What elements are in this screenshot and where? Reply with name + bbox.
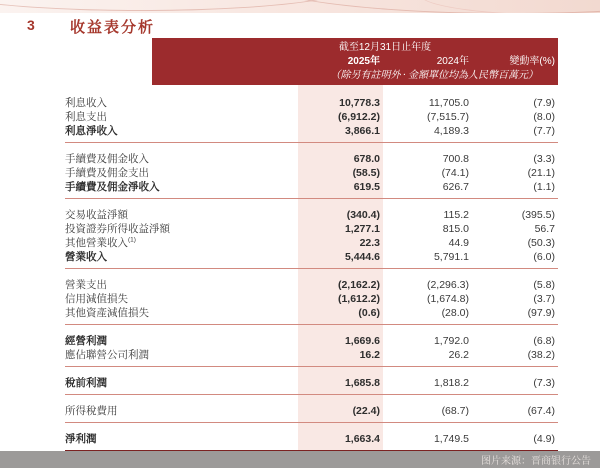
header-unit-note: （除另有註明外 · 金額單位均為人民幣百萬元） [330, 70, 538, 81]
row-label: 應佔聯營公司利潤 [65, 349, 149, 361]
income-statement-table [65, 38, 558, 452]
table-row [65, 432, 558, 446]
row-label: 所得稅費用 [65, 405, 118, 417]
value-2024: 44.9 [448, 237, 469, 249]
value-2024: 11,705.0 [428, 97, 469, 109]
row-label: 稅前利潤 [65, 377, 107, 389]
header-col-change-rate: 變動率(%) [509, 56, 555, 67]
table-row [65, 166, 558, 180]
table-row [65, 376, 558, 390]
value-2024: 626.7 [442, 181, 469, 193]
row-label: 投資證券所得收益淨額 [65, 223, 170, 235]
table-row [65, 180, 558, 194]
value-change: (7.7) [533, 125, 555, 137]
value-2025: (1,612.2) [337, 293, 380, 305]
row-label: 手續費及佣金收入 [65, 153, 149, 165]
value-2024: 1,792.0 [433, 335, 469, 347]
value-2025: (22.4) [352, 405, 380, 417]
value-2024: 700.8 [442, 153, 469, 165]
value-2025: 16.2 [359, 349, 380, 361]
row-label: 營業收入 [65, 251, 107, 263]
header-period-label: 截至12月31日止年度 [338, 42, 432, 53]
value-2024: (7,515.7) [426, 111, 469, 123]
group-divider-rule [65, 366, 558, 367]
value-2024: (1,674.8) [426, 293, 469, 305]
value-2024: (28.0) [441, 307, 469, 319]
value-2024: 5,791.1 [433, 251, 469, 263]
header-col-2025: 2025年 [347, 56, 380, 67]
table-row [65, 292, 558, 306]
table-header [152, 38, 558, 85]
group-divider-rule [65, 422, 558, 423]
row-label: 手續費及佣金淨收入 [65, 181, 160, 193]
row-label: 利息淨收入 [65, 125, 118, 137]
group-divider-rule [65, 142, 558, 143]
row-label: 營業支出 [65, 279, 107, 291]
row-label: 利息收入 [65, 97, 107, 109]
decorative-curve [0, 0, 352, 11]
row-label: 其他營業收入$^{(1)}$ [65, 236, 136, 249]
table-row [65, 306, 558, 320]
value-2025: 678.0 [353, 153, 380, 165]
value-2024: 815.0 [442, 223, 469, 235]
table-row [65, 110, 558, 124]
table-row [65, 152, 558, 166]
value-change: (395.5) [521, 209, 555, 221]
value-change: (6.0) [533, 251, 555, 263]
value-change: (21.1) [527, 167, 555, 179]
value-2025: 22.3 [359, 237, 380, 249]
value-2025: 619.5 [353, 181, 380, 193]
table-row [65, 404, 558, 418]
image-source-caption: 图片来源：晋商银行公告 [481, 456, 591, 467]
group-divider-rule [65, 394, 558, 395]
row-label: 其他資產減值損失 [65, 307, 149, 319]
value-2025: 1,669.6 [344, 335, 380, 347]
table-row [65, 348, 558, 362]
value-change: (7.3) [533, 377, 555, 389]
row-label: 交易收益淨額 [65, 209, 128, 221]
group-divider-rule [65, 198, 558, 199]
value-change: 56.7 [534, 223, 555, 235]
value-2025: (2,162.2) [337, 279, 380, 291]
value-change: (50.3) [527, 237, 555, 249]
value-2025: 1,277.1 [344, 223, 380, 235]
table-row [65, 250, 558, 264]
group-divider-rule [65, 268, 558, 269]
table-row [65, 334, 558, 348]
value-change: (6.8) [533, 335, 555, 347]
value-change: (5.8) [533, 279, 555, 291]
row-label: 手續費及佣金支出 [65, 167, 149, 179]
value-change: (67.4) [527, 405, 555, 417]
value-change: (97.9) [527, 307, 555, 319]
value-change: (4.9) [533, 433, 555, 445]
value-2024: 115.2 [443, 209, 469, 221]
row-label: 經營利潤 [65, 335, 107, 347]
value-2024: (2,296.3) [426, 279, 469, 291]
value-2025: (6,912.2) [337, 111, 380, 123]
value-change: (3.7) [533, 293, 555, 305]
value-2025: 1,663.4 [344, 433, 380, 445]
header-columns-row [152, 55, 558, 69]
value-2025: (340.4) [346, 209, 380, 221]
page-title: 收益表分析 [70, 19, 156, 36]
value-change: (38.2) [527, 349, 555, 361]
value-2025: 3,866.1 [344, 125, 380, 137]
header-col-2024: 2024年 [436, 56, 469, 67]
value-change: (7.9) [533, 97, 555, 109]
row-label: 信用減值損失 [65, 293, 128, 305]
value-2025: (58.5) [352, 167, 380, 179]
table-row [65, 96, 558, 110]
value-2025: (0.6) [358, 307, 380, 319]
value-2024: 4,189.3 [433, 125, 469, 137]
table-row [65, 222, 558, 236]
value-change: (3.3) [533, 153, 555, 165]
value-2025: 1,685.8 [344, 377, 380, 389]
value-2024: 1,818.2 [433, 377, 469, 389]
table-row [65, 236, 558, 250]
value-change: (1.1) [533, 181, 555, 193]
source-bar [0, 451, 600, 468]
value-2025: 10,778.3 [339, 97, 380, 109]
value-2024: (74.1) [441, 167, 469, 179]
section-number: 3 [27, 17, 35, 33]
table-row [65, 124, 558, 138]
row-label: 利息支出 [65, 111, 107, 123]
value-change: (8.0) [533, 111, 555, 123]
income-table-body [65, 96, 558, 452]
value-2024: 26.2 [448, 349, 469, 361]
value-2024: (68.7) [441, 405, 469, 417]
spacer [152, 55, 298, 69]
table-row [65, 208, 558, 222]
value-2024: 1,749.5 [433, 433, 469, 445]
decorative-header-band [0, 0, 600, 13]
row-label: 淨利潤 [65, 433, 97, 445]
table-row [65, 278, 558, 292]
value-2025: 5,444.6 [344, 251, 380, 263]
group-divider-rule [65, 324, 558, 325]
